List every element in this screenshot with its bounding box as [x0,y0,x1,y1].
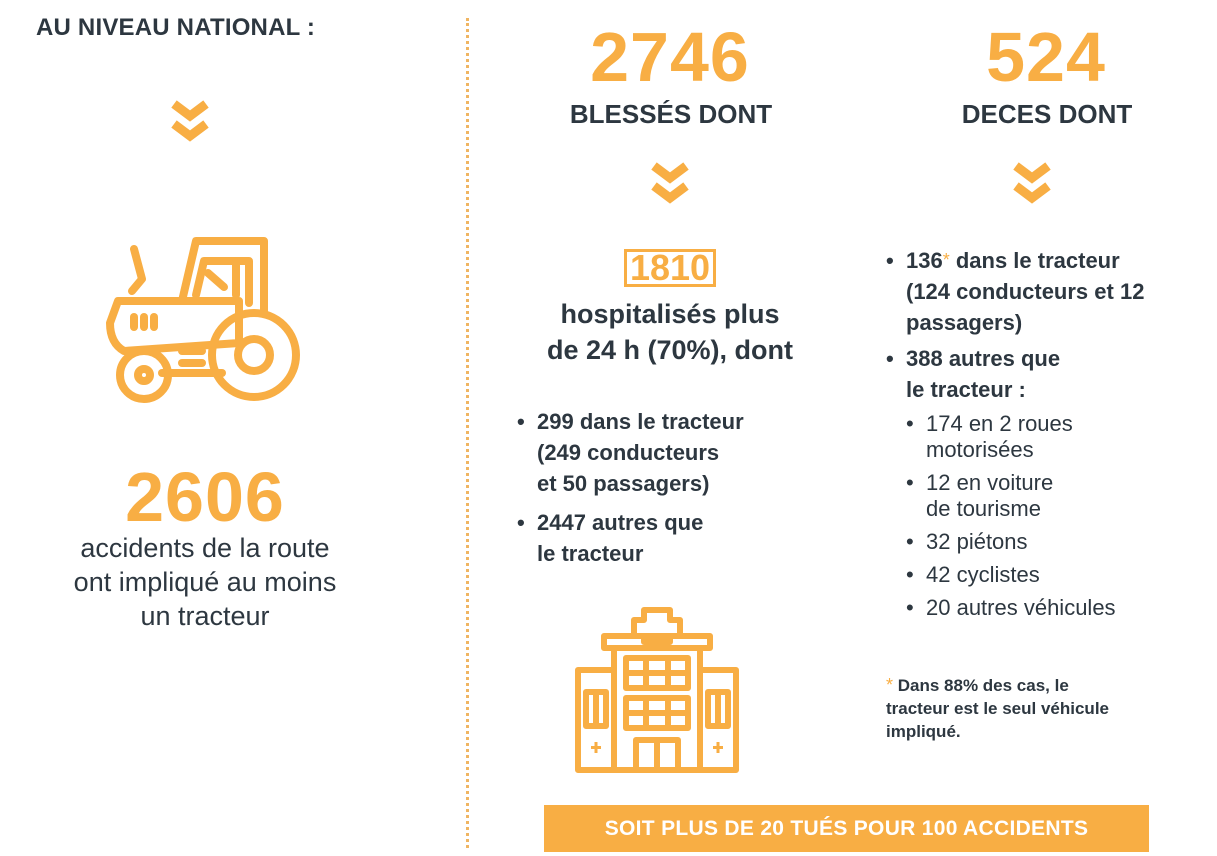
deaths-breakdown-list [886,245,1211,628]
list-item: • 20 autres véhicules [906,595,1211,621]
chevron-down-double-icon [648,160,692,210]
list-item: • 32 piétons [906,529,1211,555]
list-item: • 42 cyclistes [906,562,1211,588]
footnote: * Dans 88% des cas, le tracteur est le seul véhicule impliqué. [886,675,1109,741]
national-heading: AU NIVEAU NATIONAL : [36,14,316,41]
list-item: • 136* dans le tracteur (124 conducteurs et 12 passagers) [886,245,1211,338]
deaths-other-sublist [906,411,1211,621]
injured-breakdown-list [517,406,817,577]
injured-number: 2746 [590,18,750,96]
list-item: • 388 autres que le tracteur : • 174 en 2 roues motorisées • 12 en voiture de tourisme • 32 piétons • 42 cyclistes • 20 autres véhicules [886,343,1211,621]
summary-banner: SOIT PLUS DE 20 TUÉS POUR 100 ACCIDENTS [544,805,1149,852]
list-item: • 12 en voiture de tourisme [906,470,1211,522]
hospitalized-block [500,249,840,287]
list-item: • 2447 autres que le tracteur [517,507,817,569]
column-divider [466,18,469,848]
list-item: • 174 en 2 roues motorisées [906,411,1211,463]
deaths-number: 524 [986,18,1106,96]
hospital-icon [574,606,740,774]
list-item: • 299 dans le tracteur (249 conducteurs et 50 passagers) [517,406,817,499]
accidents-description: accidents de la route ont impliqué au moins un tracteur [73,533,337,631]
accidents-number: 2606 [125,458,285,536]
tractor-icon [104,233,300,405]
hospitalized-text: hospitalisés plus de 24 h (70%), dont [546,299,794,365]
deaths-label: DECES DONT [961,99,1133,129]
injured-label: BLESSÉS DONT [569,99,773,129]
chevron-down-double-icon [1010,160,1054,210]
chevron-down-double-icon [168,98,212,148]
hospitalized-number: 1810 [624,249,716,287]
